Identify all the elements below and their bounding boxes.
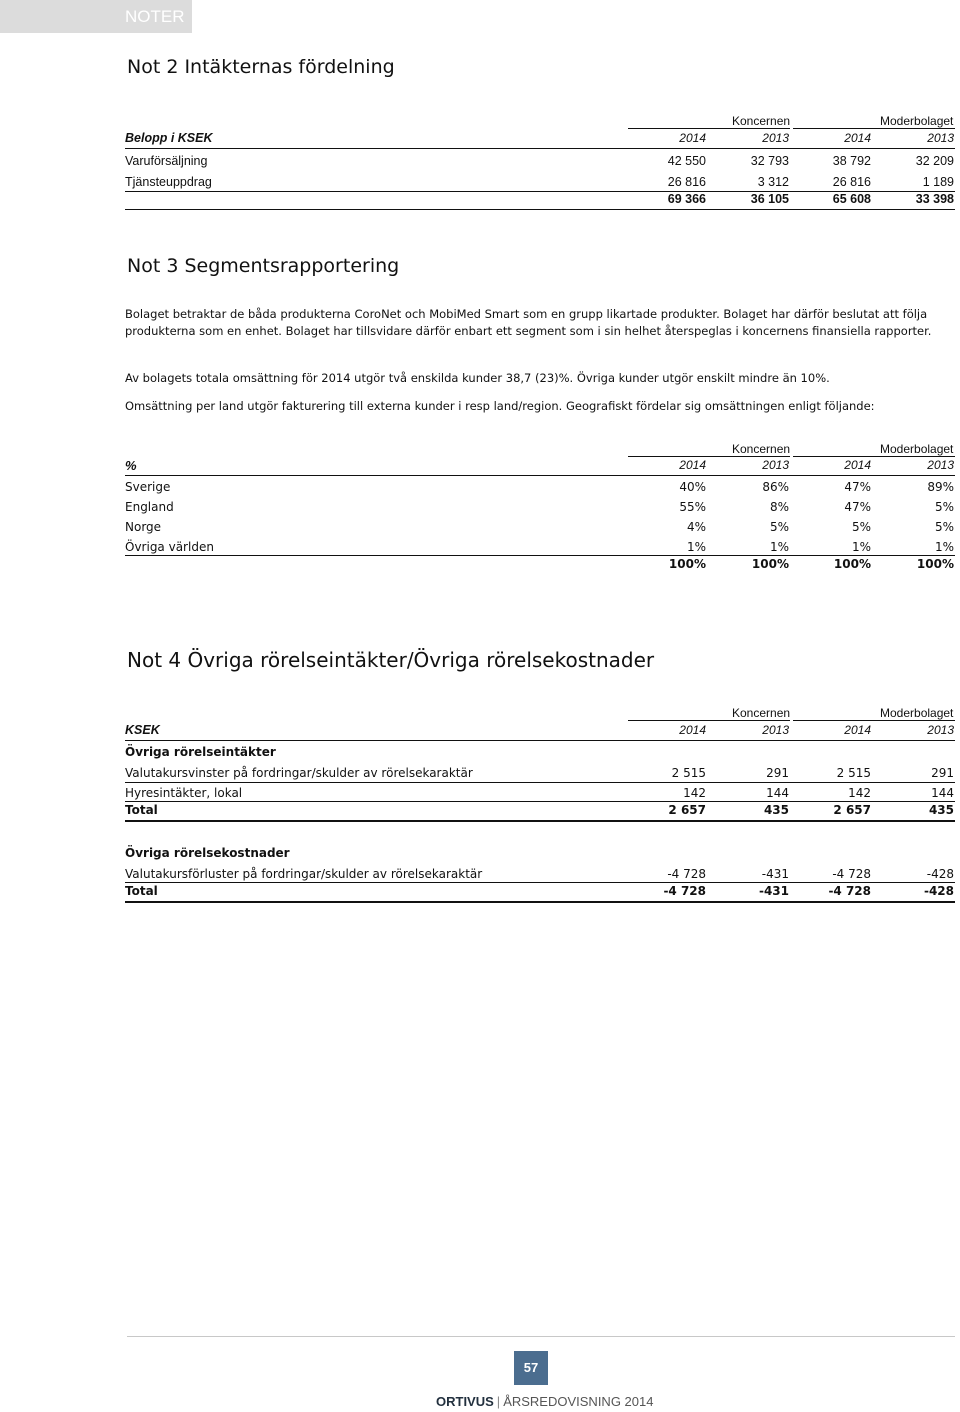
header-label: % [125, 458, 137, 473]
cell: 8% [769, 500, 789, 514]
cell: -431 [761, 867, 789, 881]
cell: 2 515 [836, 766, 871, 780]
total-rule [125, 801, 955, 802]
total-cell: -4 728 [828, 884, 871, 898]
row-label: Tjänsteuppdrag [125, 175, 212, 189]
total-label: Total [125, 803, 158, 817]
total-label: Total [125, 884, 158, 898]
cell: -4 728 [667, 867, 706, 881]
cell: 89% [927, 480, 954, 494]
year-col-4: 2013 [927, 723, 954, 737]
cell: 32 793 [750, 154, 789, 168]
cell: 1% [934, 540, 954, 554]
cell: 144 [931, 786, 954, 800]
total-row [125, 803, 955, 819]
note3-title: Not 3 Segmentsrapportering [127, 255, 400, 277]
header-label: Belopp i KSEK [125, 131, 213, 145]
cost-heading [125, 846, 955, 862]
brand-logo-text: ORTIVUS [436, 1394, 494, 1409]
year-col-2: 2013 [762, 458, 789, 472]
table-row [125, 520, 955, 536]
cell: 40% [679, 480, 706, 494]
note4-title: Not 4 Övriga rörelseintäkter/Övriga rörelsekostnader [127, 648, 655, 672]
row-label: Övriga världen [125, 540, 214, 554]
cell: 4% [686, 520, 706, 534]
total-row [125, 884, 955, 900]
total-cell: -4 728 [663, 884, 706, 898]
row-label: Sverige [125, 480, 171, 494]
table-row [125, 786, 955, 802]
note3-paragraph-3: Omsättning per land utgör fakturering till externa kunder i resp land/region. Geografiskt fördelar sig omsättningen enligt följande: [125, 399, 875, 413]
year-col-3: 2014 [844, 458, 871, 472]
total-row [125, 557, 955, 573]
cell: -428 [926, 867, 954, 881]
cell: 144 [766, 786, 789, 800]
row-label: England [125, 500, 174, 514]
note3-paragraph-1a: Bolaget betraktar de båda produkterna CoroNet och MobiMed Smart som en grupp likartade produkter. Bolaget har därför beslutat att följa [125, 307, 928, 321]
year-col-1: 2014 [679, 458, 706, 472]
cell: 142 [848, 786, 871, 800]
header-rule [125, 475, 955, 476]
cell: 86% [762, 480, 789, 494]
cell: 1 189 [922, 175, 954, 189]
table-row [125, 540, 955, 556]
table-row [125, 500, 955, 516]
total-cell: 33 398 [915, 192, 954, 206]
row-label: Norge [125, 520, 162, 534]
group-rule-koncernen [628, 128, 790, 129]
cell: 142 [683, 786, 706, 800]
total-cell: -431 [758, 884, 789, 898]
section-tab: NOTER [0, 0, 192, 33]
total-cell: 100% [833, 557, 871, 571]
income-heading [125, 745, 955, 761]
total-cell: 2 657 [833, 803, 871, 817]
cell: 47% [844, 500, 871, 514]
cell: 1% [851, 540, 871, 554]
cell: 38 792 [832, 154, 871, 168]
cell: 291 [931, 766, 954, 780]
total-rule [125, 555, 955, 556]
table-row [125, 175, 955, 191]
note3-paragraph-2: Av bolagets totala omsättning för 2014 utgör två enskilda kunder 38,7 (23)%. Övriga kunder utgör enskilt mindre än 10%. [125, 371, 830, 385]
header-rule [125, 148, 955, 149]
table-row [125, 480, 955, 496]
total-bottom-rule [125, 901, 955, 903]
cell: 1% [686, 540, 706, 554]
footer-separator: | [496, 1394, 501, 1409]
group-koncernen: Koncernen [732, 442, 791, 456]
group-moderbolaget: Moderbolaget [880, 706, 954, 720]
cell: 291 [766, 766, 789, 780]
total-cell: 69 366 [667, 192, 706, 206]
table-row [125, 766, 955, 782]
year-col-3: 2014 [844, 723, 871, 737]
total-rule [125, 882, 955, 883]
year-col-1: 2014 [679, 723, 706, 737]
cell: 32 209 [915, 154, 954, 168]
group-rule-koncernen [628, 456, 790, 457]
header-rule [125, 740, 955, 741]
table-row [125, 154, 955, 170]
header-label: KSEK [125, 723, 160, 737]
group-rule-moderbolaget [793, 128, 955, 129]
group-moderbolaget: Moderbolaget [880, 114, 954, 128]
year-col-2: 2013 [762, 131, 789, 145]
cell: -4 728 [832, 867, 871, 881]
cell: 5% [769, 520, 789, 534]
year-col-4: 2013 [927, 458, 954, 472]
total-cell: 100% [751, 557, 789, 571]
footer-brand-line [436, 1394, 653, 1409]
cell: 5% [851, 520, 871, 534]
year-col-1: 2014 [679, 131, 706, 145]
row-rule [125, 782, 955, 783]
row-label: Varuförsäljning [125, 154, 208, 168]
group-koncernen: Koncernen [732, 706, 791, 720]
total-cell: 65 608 [832, 192, 871, 206]
section-label: Övriga rörelseintäkter [125, 745, 276, 759]
bottom-rule [125, 209, 955, 210]
footer-divider [127, 1336, 955, 1337]
total-bottom-rule [125, 820, 955, 822]
cell: 26 816 [667, 175, 706, 189]
row-label: Valutakursvinster på fordringar/skulder av rörelsekaraktär [125, 766, 473, 780]
group-rule-koncernen [628, 720, 790, 721]
page-number: 57 [514, 1351, 548, 1385]
cell: 55% [679, 500, 706, 514]
footer-subtitle: ÅRSREDOVISNING 2014 [503, 1394, 654, 1409]
group-rule-moderbolaget [793, 720, 955, 721]
cell: 3 312 [757, 175, 789, 189]
total-cell: 2 657 [668, 803, 706, 817]
total-cell: 36 105 [750, 192, 789, 206]
year-col-2: 2013 [762, 723, 789, 737]
cell: 2 515 [671, 766, 706, 780]
cell: 42 550 [667, 154, 706, 168]
total-cell: 100% [916, 557, 954, 571]
row-label: Valutakursförluster på fordringar/skulder av rörelsekaraktär [125, 867, 483, 881]
total-cell: -428 [923, 884, 954, 898]
row-label: Hyresintäkter, lokal [125, 786, 243, 800]
table-header [125, 131, 955, 147]
year-col-4: 2013 [927, 131, 954, 145]
cell: 26 816 [832, 175, 871, 189]
group-moderbolaget: Moderbolaget [880, 442, 954, 456]
section-label: Övriga rörelsekostnader [125, 846, 290, 860]
year-col-3: 2014 [844, 131, 871, 145]
total-row [125, 192, 955, 208]
cell: 1% [769, 540, 789, 554]
note2-title: Not 2 Intäkternas fördelning [127, 56, 395, 78]
cell: 47% [844, 480, 871, 494]
table-header [125, 458, 955, 474]
total-cell: 435 [763, 803, 789, 817]
total-cell: 435 [928, 803, 954, 817]
table-row [125, 867, 955, 883]
group-rule-moderbolaget [793, 456, 955, 457]
cell: 5% [934, 520, 954, 534]
cell: 5% [934, 500, 954, 514]
group-koncernen: Koncernen [732, 114, 791, 128]
note3-paragraph-1b: produkterna som en enhet. Bolaget har tillsvidare därför enbart ett segment som i sin helhet återspeglas i koncernens finansiella rapporter. [125, 324, 932, 338]
table-header [125, 723, 955, 739]
total-cell: 100% [668, 557, 706, 571]
